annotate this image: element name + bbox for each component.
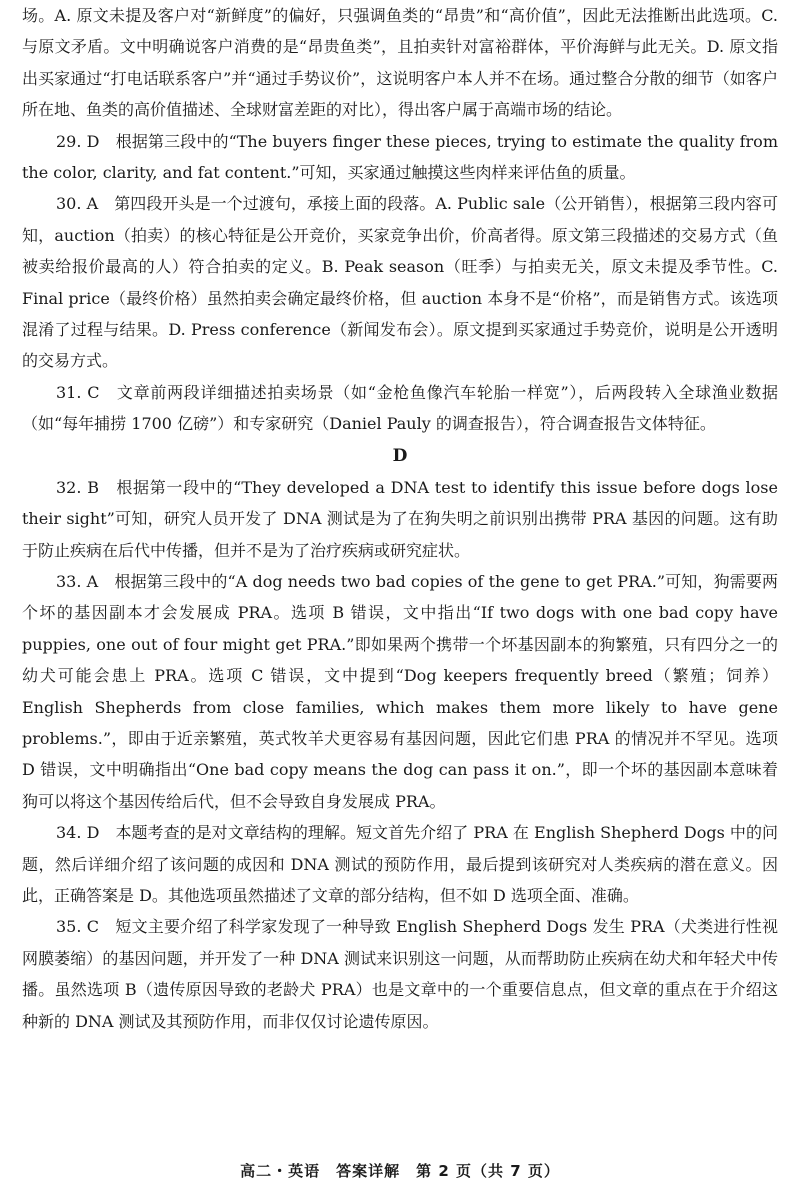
answer-paragraph-p29: 29. D 根据第三段中的“The buyers finger these pieces, trying to estimate the quality from the color, clarity, and fat content.”可知，买家通过触摸这些肉样来评估鱼的质量。 [22,131,778,183]
answer-paragraph-p31: 31. C 文章前两段详细描述拍卖场景（如“金枪鱼像汽车轮胎一样宽”），后两段转入全球渔业数据（如“每年捕捞 1700 亿磅”）和专家研究（Daniel Pauly 的调查报告），符合调查报告文体特征。 [22,382,778,434]
answer-paragraph-p33: 33. A 根据第三段中的“A dog needs two bad copies of the gene to get PRA.”可知，狗需要两个坏的基因副本才会发展成 PRA。选项 B 错误，文中指出“If two dogs with one bad copy have puppies, one out of four might get PRA.”即如果两个携带一个坏基因副本的狗繁殖，只有四分之一的幼犬可能会患上 PRA。选项 C 错误，文中提到“Dog keepers frequently breed（繁殖；饲养）English Shepherds from close families, which makes them more likely to have gene problems.”，即由于近亲繁殖，英式牧羊犬更容易有基因问题，因此它们患 PRA 的情况并不罕见。选项 D 错误，文中明确指出“One bad copy means the dog can pass it on.”，即一个坏的基因副本意味着狗可以将这个基因传给后代，但不会导致自身发展成 PRA。 [22,571,778,811]
answer-page [22,0,778,1037]
page-footer: 高二・英语 答案详解 第 2 页（共 7 页） [240,1162,560,1180]
section-heading-d: D [392,445,408,466]
answer-paragraph-p32: 32. B 根据第一段中的“They developed a DNA test to identify this issue before dogs lose their sight”可知，研究人员开发了 DNA 测试是为了在狗失明之前识别出携带 PRA 基因的问题。这有助于防止疾病在后代中传播，但并不是为了治疗疾病或研究症状。 [22,477,778,560]
answer-paragraph-p28-cont: 场。A. 原文未提及客户对“新鲜度”的偏好，只强调鱼类的“昂贵”和“高价值”，因此无法推断出此选项。C. 与原文矛盾。文中明确说客户消费的是“昂贵鱼类”，且拍卖针对富裕群体，平价海鲜与此无关。D. 原文指出买家通过“打电话联系客户”并“通过手势议价”，这说明客户本人并不在场。通过整合分散的细节（如客户所在地、鱼类的高价值描述、全球财富差距的对比），得出客户属于高端市场的结论。 [22,6,778,120]
answer-paragraph-p34: 34. D 本题考查的是对文章结构的理解。短文首先介绍了 PRA 在 English Shepherd Dogs 中的问题，然后详细介绍了该问题的成因和 DNA 测试的预防作用，最后提到该研究对人类疾病的潜在意义。因此，正确答案是 D。其他选项虽然描述了文章的部分结构，但不如 D 选项全面、准确。 [22,823,778,905]
answer-explanations-bottom [22,472,778,1037]
answer-explanations-top [22,0,778,440]
answer-paragraph-p30: 30. A 第四段开头是一个过渡句，承接上面的段落。A. Public sale（公开销售），根据第三段内容可知，auction（拍卖）的核心特征是公开竞价，买家竞争出价，价高者得。原文第三段描述的交易方式（鱼被卖给报价最高的人）符合拍卖的定义。B. Peak season（旺季）与拍卖无关，原文未提及季节性。C. Final price（最终价格）虽然拍卖会确定最终价格，但 auction 本身不是“价格”，而是销售方式。该选项混淆了过程与结果。D. Press conference（新闻发布会）。原文提到买家通过手势竞价，说明是公开透明的交易方式。 [22,194,778,371]
answer-paragraph-p35: 35. C 短文主要介绍了科学家发现了一种导致 English Shepherd Dogs 发生 PRA（犬类进行性视网膜萎缩）的基因问题，并开发了一种 DNA 测试来识别这一问题，从而帮助防止疾病在幼犬和年轻犬中传播。虽然选项 B（遗传原因导致的老龄犬 PRA）也是文章中的一个重要信息点，但文章的重点在于介绍这种新的 DNA 测试及其预防作用，而非仅仅讨论遗传原因。 [22,917,778,1031]
